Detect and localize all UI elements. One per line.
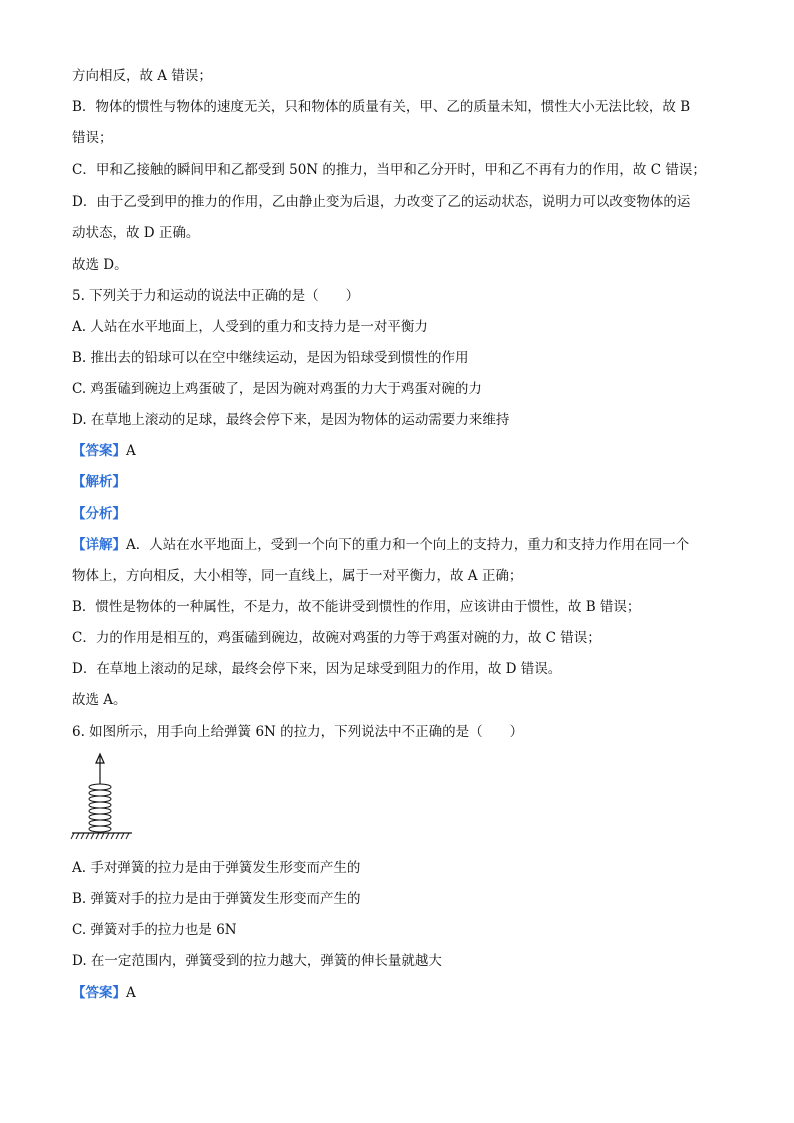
analysis-line xyxy=(72,472,722,492)
fenxi-tag: 【分析】 xyxy=(72,506,126,522)
detail-line xyxy=(72,535,722,555)
detail-text: 故选 A。 xyxy=(72,692,127,708)
option-b: B. 弹簧对手的拉力是由于弹簧发生形变而产生的 xyxy=(72,891,361,907)
text-line: 方向相反，故 A 错误； xyxy=(72,68,212,84)
option-d: D. 在草地上滚动的足球，最终会停下来，是因为物体的运动需要力来维持 xyxy=(72,412,510,428)
answer-value: A xyxy=(126,985,136,1001)
text-line: C．甲和乙接触的瞬间甲和乙都受到 50N 的推力，当甲和乙分开时，甲和乙不再有力的作用，故 C 错误； xyxy=(72,162,706,178)
detail-text: A．人站在水平地面上，受到一个向下的重力和一个向上的支持力，重力和支持力作用在同一个 xyxy=(126,537,690,553)
analysis-tag: 【解析】 xyxy=(72,474,126,490)
fenxi-line xyxy=(72,504,722,524)
option-c: C. 弹簧对手的拉力也是 6N xyxy=(72,922,237,938)
answer-line xyxy=(72,983,722,1003)
answer-value: A xyxy=(126,443,136,459)
text-line: 错误； xyxy=(72,130,113,146)
ground-hatch-icon xyxy=(71,833,129,839)
option-d: D. 在一定范围内，弹簧受到的拉力越大，弹簧的伸长量就越大 xyxy=(72,953,442,969)
option-b: B. 推出去的铅球可以在空中继续运动，是因为铅球受到惯性的作用 xyxy=(72,350,469,366)
option-c: C. 鸡蛋磕到碗边上鸡蛋破了，是因为碗对鸡蛋的力大于鸡蛋对碗的力 xyxy=(72,381,482,397)
detail-text: C．力的作用是相互的，鸡蛋磕到碗边，故碗对鸡蛋的力等于鸡蛋对碗的力，故 C 错误； xyxy=(72,630,601,646)
spring-coil-icon xyxy=(89,784,111,832)
question-5-stem: 5. 下列关于力和运动的说法中正确的是（ ） xyxy=(72,288,360,304)
detail-text: D．在草地上滚动的足球，最终会停下来，因为足球受到阻力的作用，故 D 错误。 xyxy=(72,661,562,677)
option-a: A. 人站在水平地面上，人受到的重力和支持力是一对平衡力 xyxy=(72,319,428,335)
detail-tag: 【详解】 xyxy=(72,537,126,553)
answer-tag: 【答案】 xyxy=(72,443,126,459)
detail-text: B．惯性是物体的一种属性，不是力，故不能讲受到惯性的作用，应该讲由于惯性，故 B 错误； xyxy=(72,599,641,615)
text-line: 动状态，故 D 正确。 xyxy=(72,225,200,241)
text-line: D．由于乙受到甲的推力的作用，乙由静止变为后退，力改变了乙的运动状态，说明力可以改变物体的运 xyxy=(72,194,691,210)
spring-figure xyxy=(66,752,136,844)
text-line: 故选 D。 xyxy=(72,257,128,273)
question-6-stem: 6. 如图所示，用手向上给弹簧 6N 的拉力，下列说法中不正确的是（ ） xyxy=(72,724,524,740)
answer-line xyxy=(72,441,722,461)
option-a: A. 手对弹簧的拉力是由于弹簧发生形变而产生的 xyxy=(72,860,361,876)
detail-text: 物体上，方向相反，大小相等，同一直线上，属于一对平衡力，故 A 正确； xyxy=(72,568,523,584)
answer-tag: 【答案】 xyxy=(72,985,126,1001)
text-line: B．物体的惯性与物体的速度无关，只和物体的质量有关，甲、乙的质量未知，惯性大小无法比较，故 B xyxy=(72,99,691,115)
